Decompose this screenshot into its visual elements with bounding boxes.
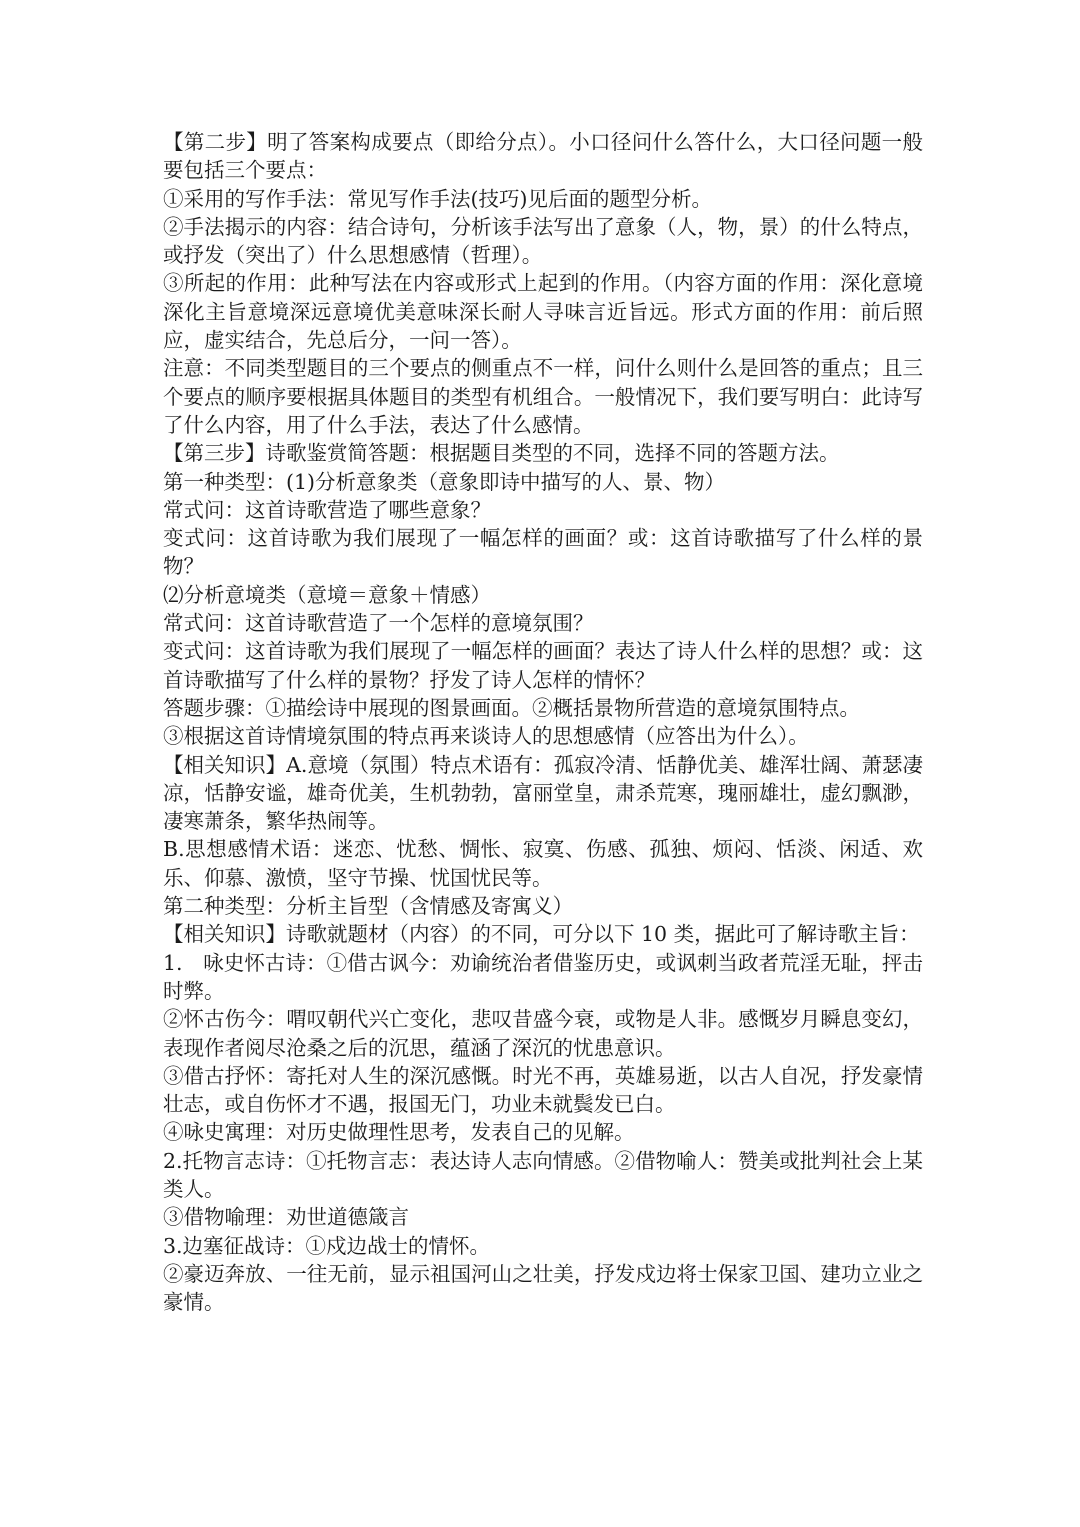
paragraph-type1-regular-question: 常式问：这首诗歌营造了哪些意象？ [163,497,491,522]
paragraph-category-3-sub-2: ②豪迈奔放、一往无前，显示祖国河山之壮美，抒发戍边将士保家卫国、建功立业之豪情。 [163,1261,923,1315]
paragraph-type1b-regular-question: 常式问：这首诗歌营造了一个怎样的意境氛围？ [163,611,594,636]
paragraph-type2-theme: 第二种类型：分析主旨型（含情感及寄寓义） [163,894,573,919]
paragraph-point-2: ②手法揭示的内容：结合诗句，分析该手法写出了意象（人，物，景）的什么特点，或抒发（突出了）什么思想感情（哲理）。 [163,214,923,268]
paragraph-knowledge-b: B.思想感情术语：迷恋、忧愁、惆怅、寂寞、伤感、孤独、烦闷、恬淡、闲适、欢乐、仰慕、激愤，坚守节操、忧国忧民等。 [163,837,923,890]
paragraph-type1-imagery: 第一种类型：(1)分析意象类（意象即诗中描写的人、景、物） [163,469,726,494]
paragraph-type1-artistic-conception: ⑵分析意境类（意境＝意象＋情感） [163,582,491,607]
paragraph-knowledge-a: 【相关知识】A.意境（氛围）特点术语有：孤寂冷清、恬静优美、雄浑壮阔、萧瑟凄凉，恬静安谧，雄奇优美，生机勃勃，富丽堂皇，肃杀荒寒，瑰丽雄壮，虚幻飘渺，凄寒萧条，繁华热闹等。 [163,752,923,834]
paragraph-note: 注意：不同类型题目的三个要点的侧重点不一样，问什么则什么是回答的重点；且三个要点的顺序要根据具体题目的类型有机组合。一般情况下，我们要写明白：此诗写了什么内容，用了什么手法，表达了什么感情。 [163,356,923,437]
paragraph-category-1: 1. 咏史怀古诗：①借古讽今：劝谕统治者借鉴历史，或讽刺当政者荒淫无耻，抨击时弊。 [163,950,923,1003]
paragraph-category-1-sub-3: ③借古抒怀：寄托对人生的深沉感慨。时光不再，英雄易逝，以古人自况，抒发豪情壮志，或自伤怀才不遇，报国无门，功业未就鬓发已白。 [163,1063,923,1117]
paragraph-point-1: ①采用的写作手法：常见写作手法(技巧)见后面的题型分析。 [163,186,712,211]
paragraph-category-3: 3.边塞征战诗：①戍边战士的情怀。 [163,1233,491,1258]
paragraph-type1-variant-question: 变式问：这首诗歌为我们展现了一幅怎样的画面？或：这首诗歌描写了什么样的景物？ [163,526,923,579]
paragraph-category-1-sub-4: ④咏史寓理：对历史做理性思考，发表自己的见解。 [163,1120,635,1145]
paragraph-answer-step-3: ③根据这首诗情境氛围的特点再来谈诗人的思想感情（应答出为什么）。 [163,724,809,749]
paragraph-category-2: 2.托物言志诗：①托物言志：表达诗人志向情感。②借物喻人：赞美或批判社会上某类人。 [163,1148,923,1201]
paragraph-category-1-sub-2: ②怀古伤今：喟叹朝代兴亡变化，悲叹昔盛今衰，或物是人非。感慨岁月瞬息变幻，表现作者阅尽沧桑之后的沉思，蕴涵了深沉的忧患意识。 [163,1007,923,1060]
paragraph-answer-steps: 答题步骤：①描绘诗中展现的图景画面。②概括景物所营造的意境氛围特点。 [163,695,860,720]
paragraph-step3-intro: 【第三步】诗歌鉴赏简答题：根据题目类型的不同，选择不同的答题方法。 [163,441,840,466]
paragraph-type1b-variant-question: 变式问：这首诗歌为我们展现了一幅怎样的画面？表达了诗人什么样的思想？或：这首诗歌描写了什么样的景物？抒发了诗人怎样的情怀？ [163,639,923,692]
paragraph-category-2-sub-3: ③借物喻理：劝世道德箴言 [163,1205,409,1230]
document-body [163,128,923,1316]
paragraph-step2-intro: 【第二步】明了答案构成要点（即给分点）。小口径问什么答什么，大口径问题一般要包括三个要点： [163,130,923,183]
paragraph-point-3: ③所起的作用：此种写法在内容或形式上起到的作用。（内容方面的作用：深化意境深化主旨意境深远意境优美意味深长耐人寻味言近旨远。形式方面的作用：前后照应，虚实结合，先总后分，一问一答）。 [163,271,923,353]
paragraph-knowledge-categories: 【相关知识】诗歌就题材（内容）的不同，可分以下 10 类，据此可了解诗歌主旨： [163,922,920,947]
